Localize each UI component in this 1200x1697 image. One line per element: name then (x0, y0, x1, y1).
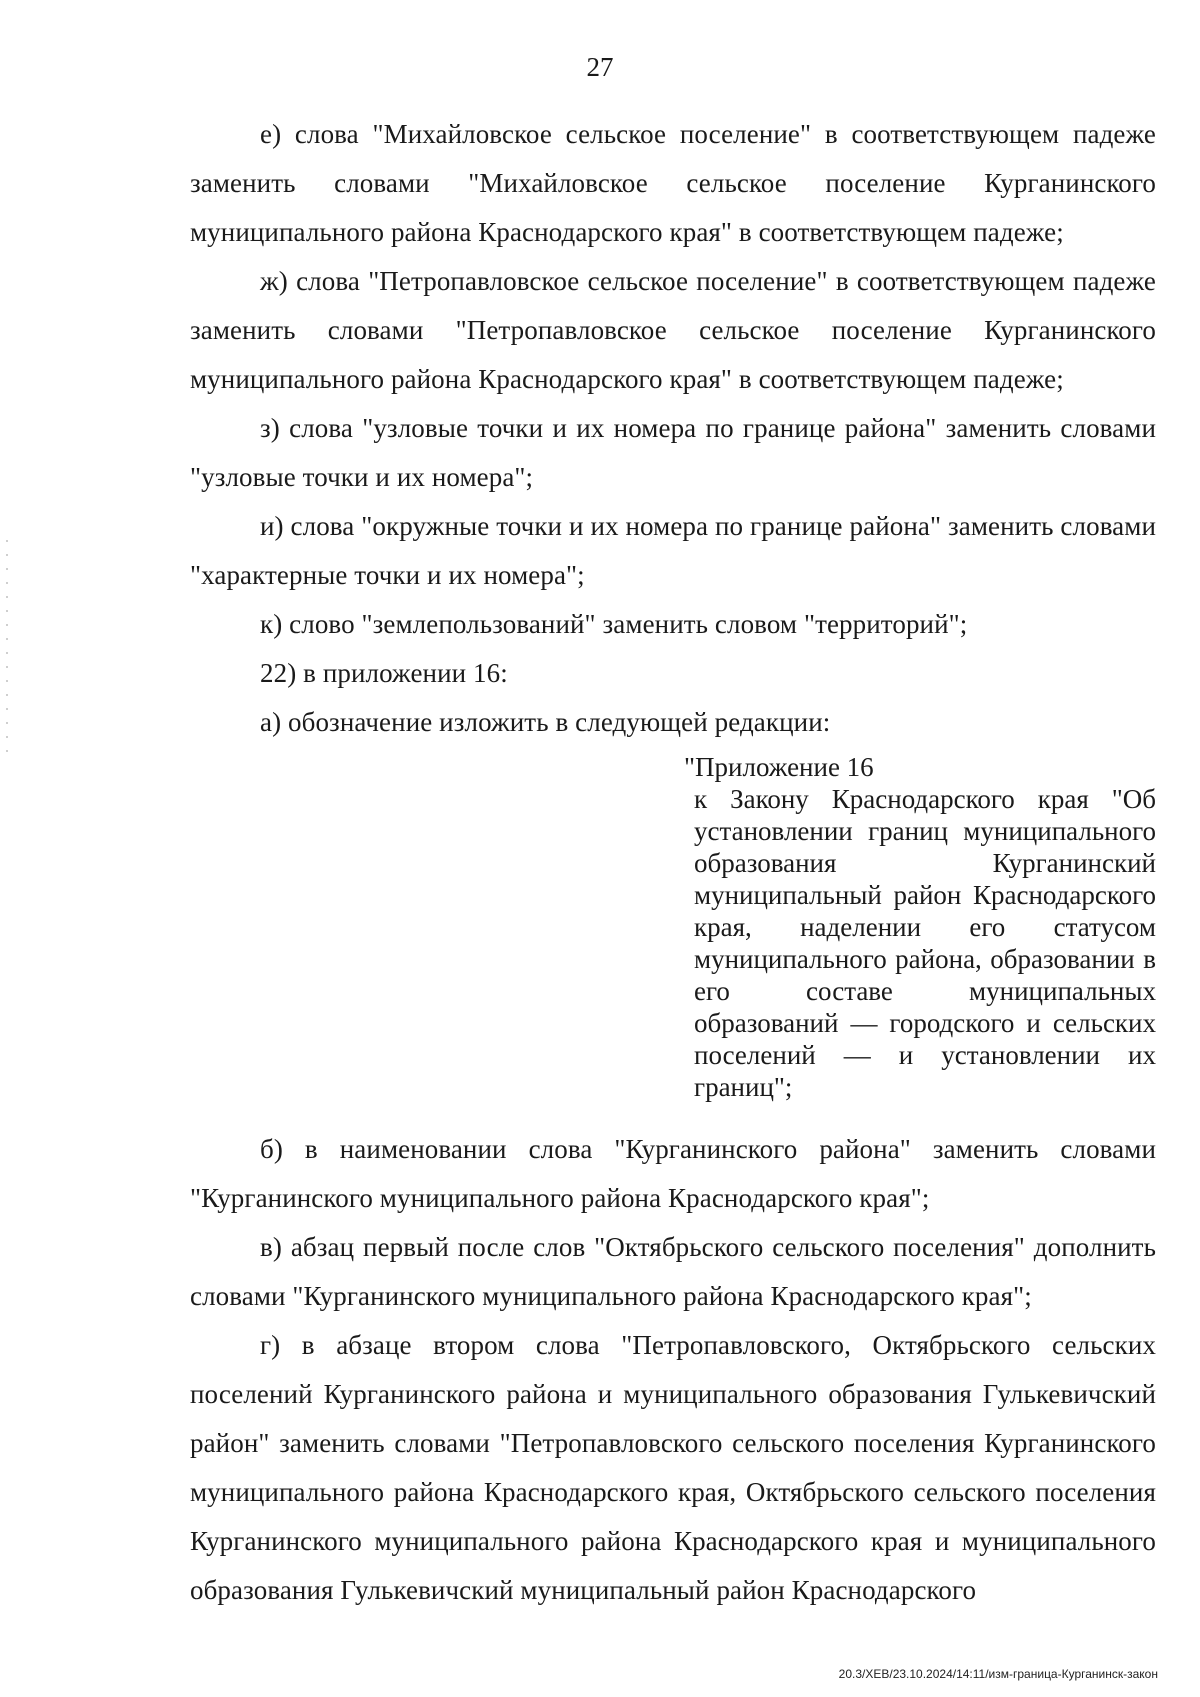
paragraph-z: з) слова "узловые точки и их номера по границе района" заменить словами "узловые точки и их номера"; (190, 413, 1156, 492)
page-number: 27 (586, 52, 614, 82)
paragraph-22: 22) в приложении 16: (260, 658, 508, 688)
paragraph-i: и) слова "окружные точки и их номера по границе района" заменить словами "характерные точки и их номера"; (190, 511, 1156, 590)
appendix-title: "Приложение 16 (684, 752, 874, 782)
paragraph-a: а) обозначение изложить в следующей редакции: (260, 707, 831, 737)
appendix-body: к Закону Краснодарского края "Об установлении границ муниципального образования Курганинский муниципальный район Краснодарского края, наделении его статусом муниципального района, образовании в его составе муниципальных образований — городского и сельских поселений — и установлении их границ"; (694, 784, 1156, 1102)
scan-artifact (6, 540, 8, 760)
paragraph-e: е) слова "Михайловское сельское поселение" в соответствующем падеже заменить словами "Михайловское сельское поселение Курганинского муниципального района Краснодарского края" в соответствующем падеже; (190, 119, 1156, 247)
appendix-designation (684, 747, 1156, 1125)
paragraph-zh: ж) слова "Петропавловское сельское поселение" в соответствующем падеже заменить словами "Петропавловское сельское поселение Курганинского муниципального района Краснодарского края" в соответствующем падеже; (190, 266, 1156, 394)
paragraph-g: г) в абзаце втором слова "Петропавловского, Октябрьского сельских поселений Курганинского района и муниципального образования Гулькевичский район" заменить словами "Петропавловского сельского поселения Курганинского муниципального района Краснодарского края, Октябрьского сельского поселения Курганинского муниципального района Краснодарского края и муниципального образования Гулькевичский муниципальный район Краснодарского (190, 1330, 1156, 1605)
document-footer-code: 20.3/ХЕВ/23.10.2024/14:11/изм-граница-Курганинск-закон (838, 1667, 1158, 1681)
paragraph-k: к) слово "землепользований" заменить словом "территорий"; (260, 609, 968, 639)
document-body (190, 110, 1156, 1615)
paragraph-v: в) абзац первый после слов "Октябрьского сельского поселения" дополнить словами "Курганинского муниципального района Краснодарского края"; (190, 1232, 1156, 1311)
paragraph-b: б) в наименовании слова "Курганинского района" заменить словами "Курганинского муниципального района Краснодарского края"; (190, 1134, 1156, 1213)
